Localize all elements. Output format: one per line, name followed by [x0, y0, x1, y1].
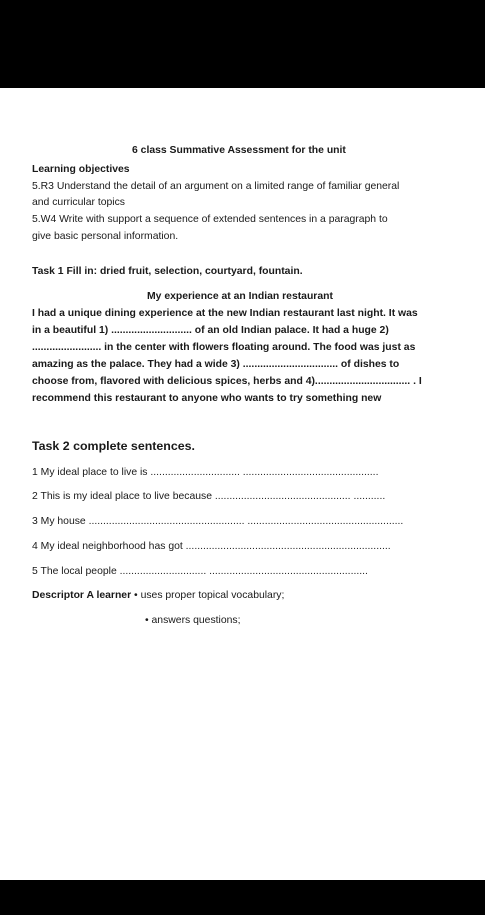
- story-line: I had a unique dining experience at the new Indian restaurant last night. It was: [32, 308, 418, 319]
- descriptor-label: Descriptor A learner: [32, 590, 132, 601]
- page-title: 6 class Summative Assessment for the unit: [132, 145, 346, 156]
- story-line: choose from, flavored with delicious spices, herbs and 4)................................. . I: [32, 376, 422, 387]
- objective-line: give basic personal information.: [32, 231, 179, 242]
- bullet-icon: •: [145, 615, 152, 626]
- objective-line: 5.R3 Understand the detail of an argument on a limited range of familiar general: [32, 181, 400, 192]
- sentence-item: 2 This is my ideal place to live because ............................................... ...........: [32, 491, 386, 502]
- sentence-item: 5 The local people .............................. .......................................................: [32, 566, 368, 577]
- task1-heading: Task 1 Fill in: dried fruit, selection, courtyard, fountain.: [32, 266, 303, 277]
- descriptor-row: [145, 614, 240, 627]
- story-line: recommend this restaurant to anyone who wants to try something new: [32, 393, 382, 404]
- objective-line: 5.W4 Write with support a sequence of extended sentences in a paragraph to: [32, 214, 388, 225]
- document-page: [0, 88, 485, 880]
- story-line: in a beautiful 1) ............................ of an old Indian palace. It had a huge 2): [32, 325, 389, 336]
- descriptor-bullet: answers questions;: [151, 615, 241, 626]
- descriptor-bullet: uses proper topical vocabulary;: [140, 590, 285, 601]
- descriptor-row: [32, 589, 284, 602]
- story-title: My experience at an Indian restaurant: [147, 291, 333, 302]
- sentence-item: 3 My house ...................................................... ......................................................: [32, 516, 404, 527]
- bullet-icon: •: [134, 590, 141, 601]
- story-line: ........................ in the center with flowers floating around. The food was just as: [32, 342, 416, 353]
- objective-line: and curricular topics: [32, 197, 125, 208]
- sentence-item: 1 My ideal place to live is ............................... ...............................................: [32, 467, 379, 478]
- story-line: amazing as the palace. They had a wide 3) ................................. of dishes to: [32, 359, 400, 370]
- task2-heading: Task 2 complete sentences.: [32, 439, 195, 453]
- sentence-item: 4 My ideal neighborhood has got .......................................................................: [32, 541, 391, 552]
- objectives-heading: Learning objectives: [32, 164, 130, 175]
